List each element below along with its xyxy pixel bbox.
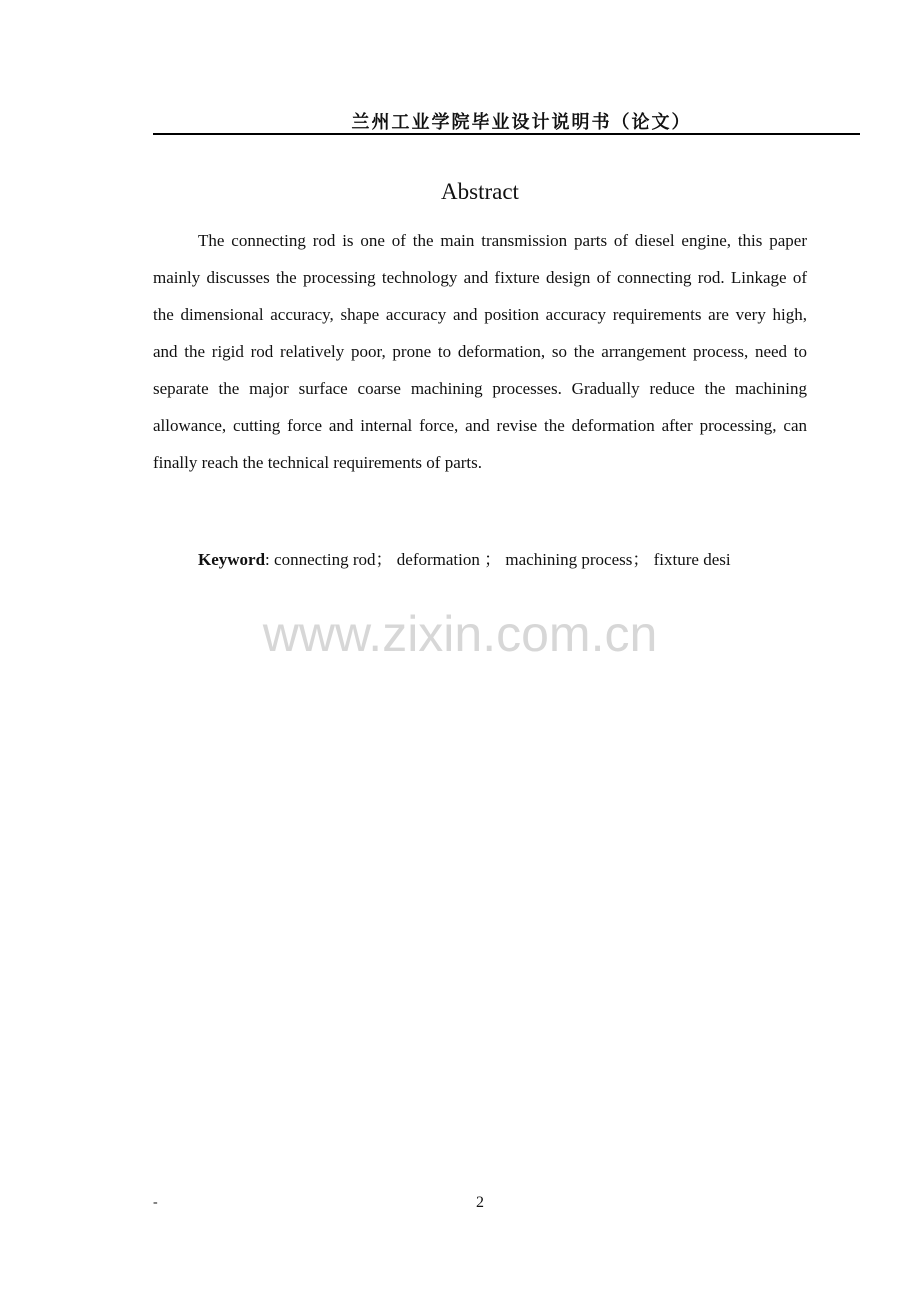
abstract-title: Abstract <box>441 179 519 204</box>
page-number: 2 <box>476 1194 484 1211</box>
keywords-paragraph <box>153 536 807 583</box>
watermark: www.zixin.com.cn <box>262 606 658 662</box>
keywords-separator: : <box>265 550 275 569</box>
header-title: 兰州工业学院毕业设计说明书（论文） <box>351 112 692 133</box>
keyword-item: fixture desi <box>653 550 731 569</box>
page-header <box>153 104 860 135</box>
keyword-item: connecting rod； <box>274 550 393 569</box>
keyword-item: deformation ； <box>396 550 502 569</box>
keywords-label: Keyword <box>198 550 266 569</box>
footer-dash: - <box>153 1195 158 1210</box>
abstract-body: The connecting rod is one of the main transmission parts of diesel engine, this paper mainly discusses the processing technology and fixture design of connecting rod. Linkage of the dimensional accuracy, shape accuracy and position accuracy requirements are very high, and the rigid rod relatively poor, prone to deformation, so the arrangement process, need to separate the major surface coarse machining processes. Gradually reduce the machining allowance, cutting force and internal force, and revise the deformation after processing, can finally reach the technical requirements of parts. <box>153 231 807 472</box>
keyword-item: machining process； <box>505 550 650 569</box>
